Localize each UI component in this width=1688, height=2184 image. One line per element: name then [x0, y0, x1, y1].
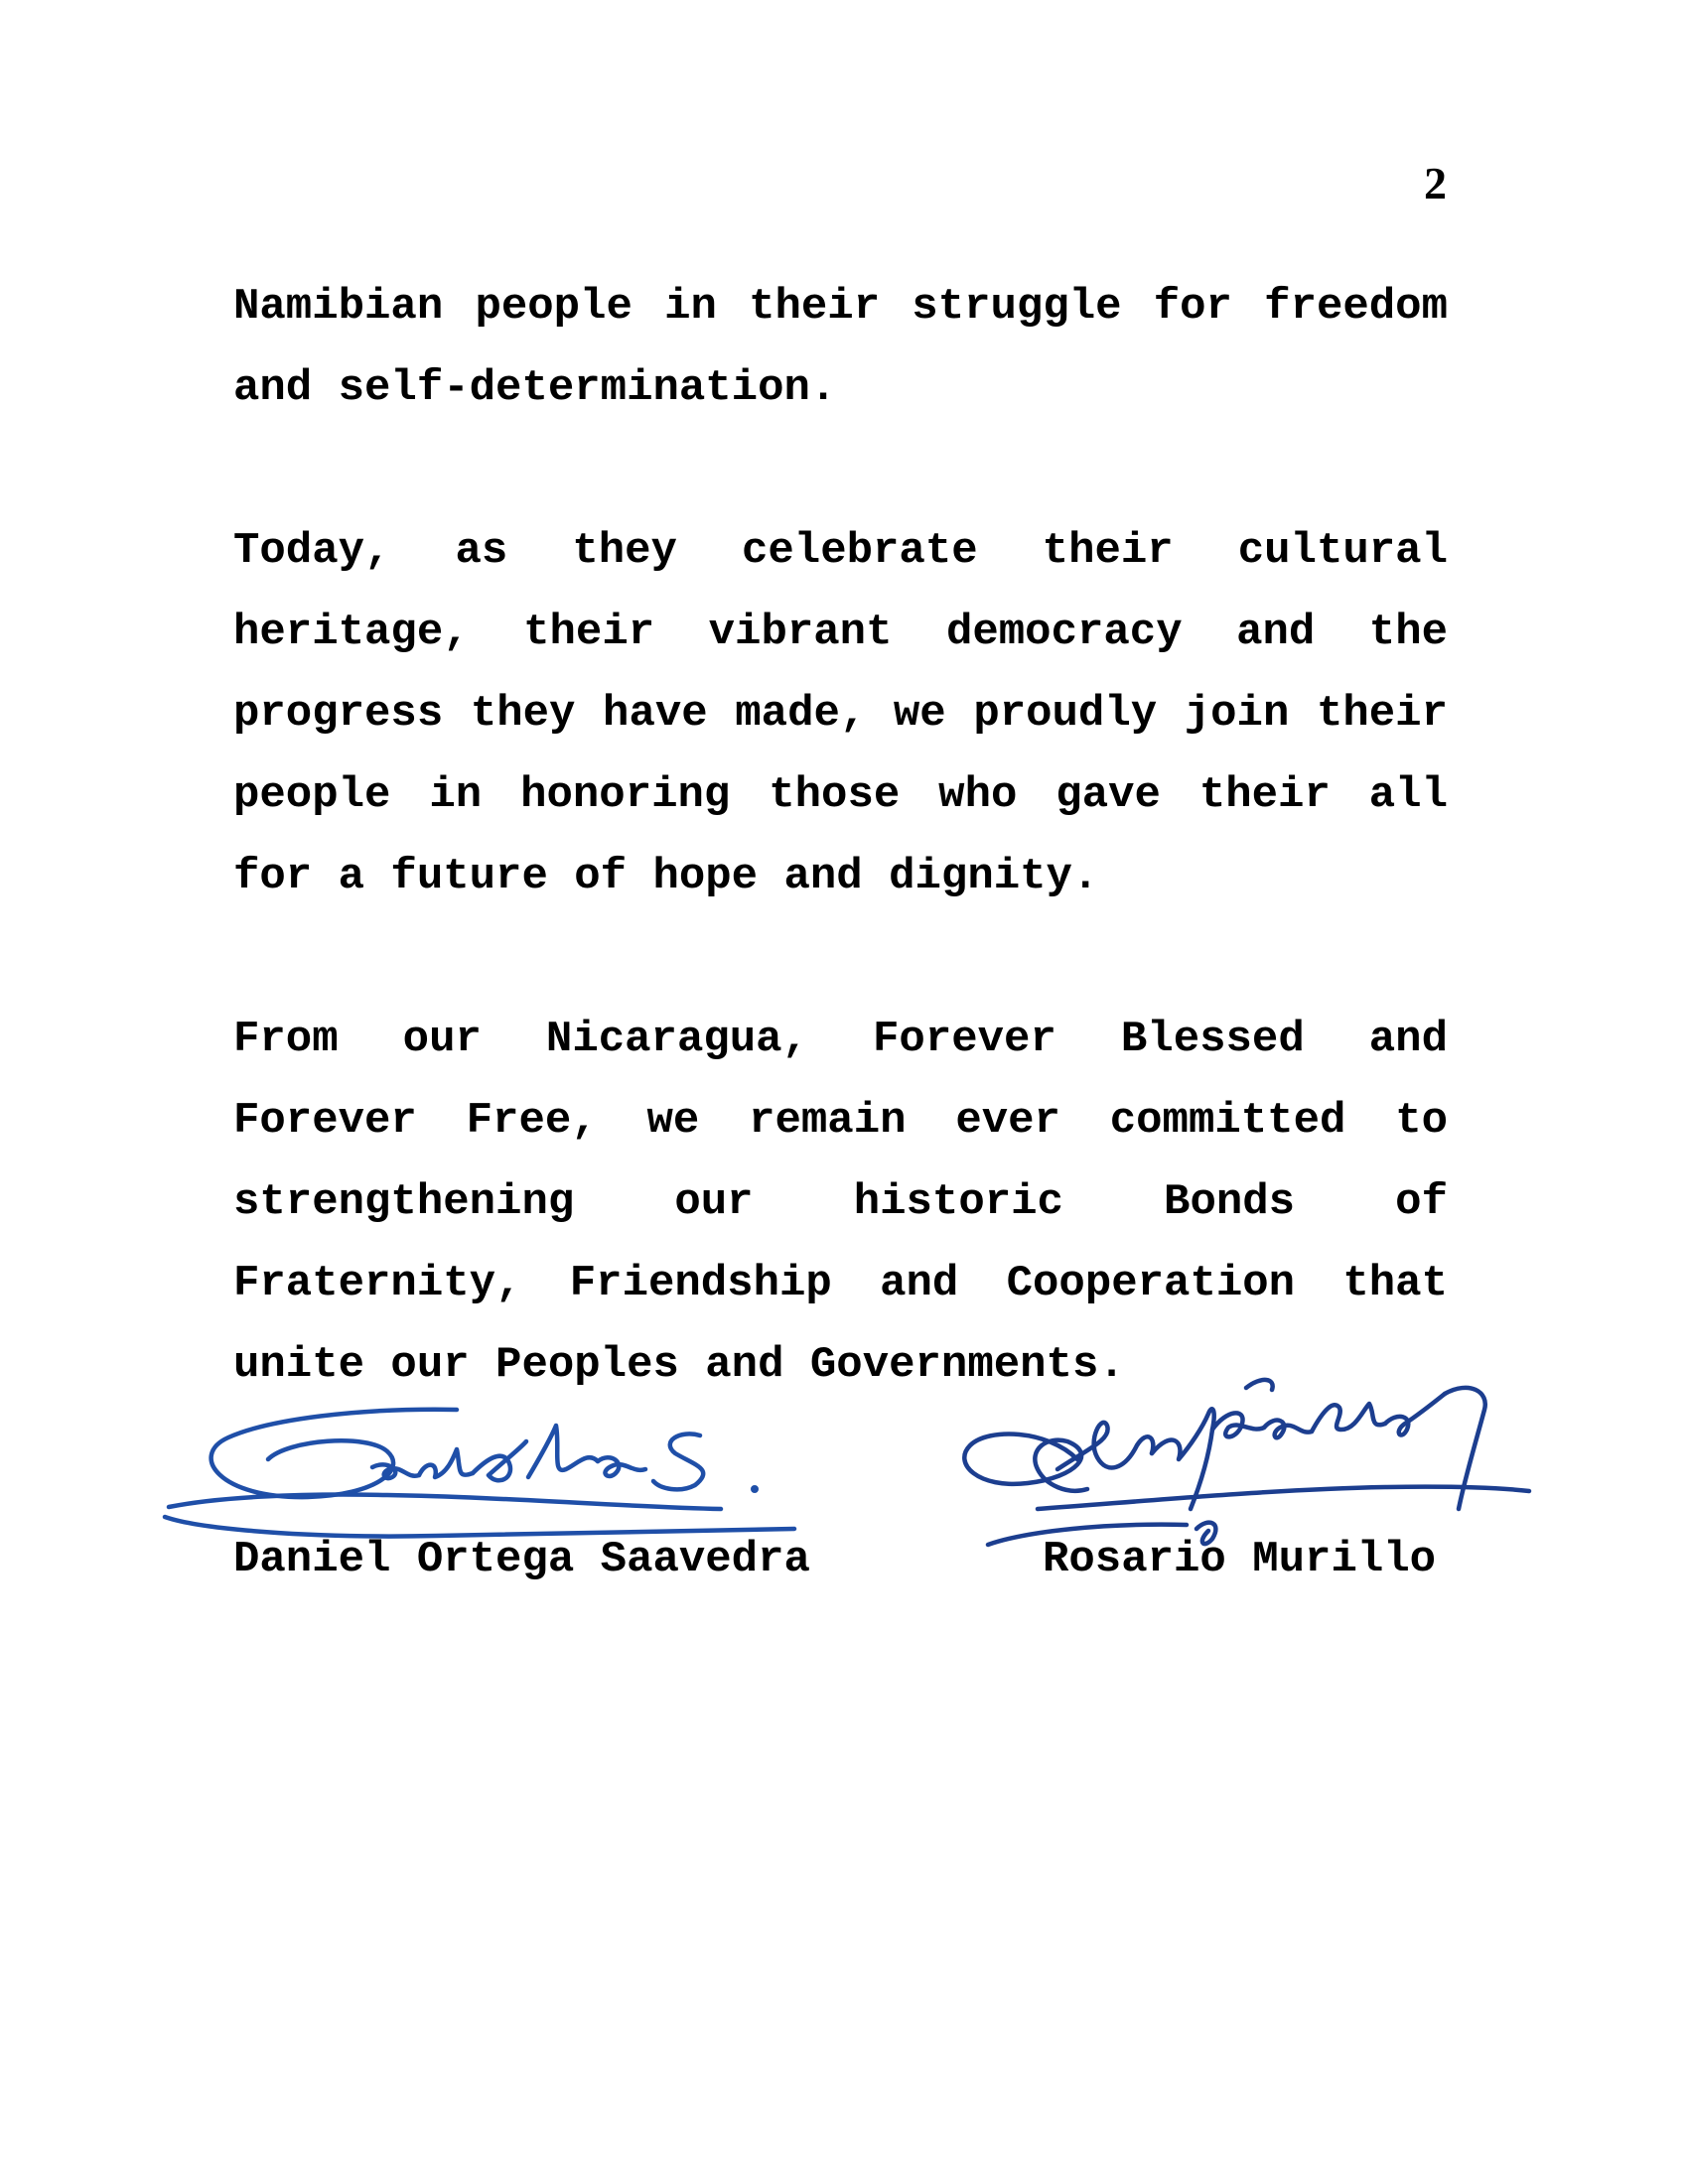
- paragraph: Namibian people in their struggle for freedom and self-determination.: [233, 282, 1448, 413]
- signatory-name-rosario-murillo: Rosario Murillo: [1043, 1535, 1437, 1584]
- letter-body: [233, 266, 1448, 1406]
- signature-rosario-murillo: [948, 1350, 1544, 1559]
- paragraph: Today, as they celebrate their cultural heritage, their vibrant democracy and the progress they have made, we proudly join their people in honoring those who gave their all for a future of hope and dignity.: [233, 526, 1448, 901]
- signatory-name-daniel-ortega: Daniel Ortega Saavedra: [233, 1535, 810, 1584]
- paragraph: From our Nicaragua, Forever Blessed and Forever Free, we remain ever committed to strengthening our historic Bonds of Fraternity, Friendship and Cooperation that unite our Peoples and Governments.: [233, 1015, 1448, 1390]
- page-number: 2: [1424, 158, 1447, 208]
- signature-daniel-ortega: [159, 1390, 894, 1539]
